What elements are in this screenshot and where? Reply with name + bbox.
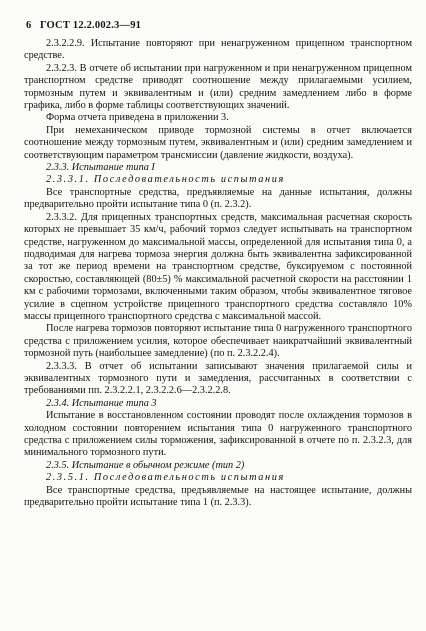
section-heading-2-3-4: 2.3.4. Испытание типа 3 (46, 397, 157, 409)
paragraph-2-3-3-2: 2.3.3.2. Для прицепных транспортных средств, максимальная расчетная скорость которых не превышает 35 км/ч, рабочий тормоз следует испытывать на транспортном средстве, нагруженном до максимальной массы, определенной для испытания типа 0, а подводимая для нагрева тормоза энергия должна быть эквивалентна зафиксированной за тот же период времени на транспортном средстве, буксируемом с постоянной скоростью, составляющей (80±5) % максимальной расчетной скорости на расстоянии 1 км с рабочими тормозами, включенными таким образом, чтобы эквивалентное тяговое усилие в сцепном устройстве прицепного транспортного средства составляло 10% массы прицепного транспортного средства с максимальной массой. (24, 211, 412, 322)
section-heading-2-3-3: 2.3.3. Испытание типа I (46, 162, 155, 174)
paragraph-2-3-3-3: 2.3.3.3. В отчет об испытании записывают значения прилагаемой силы и эквивалентных тормозного пути и замедления, рассчитанных в соответствии с требованиями пп. 2.3.2.2.1, 2.3.2.2.6—2.3.2.2.8. (24, 360, 412, 397)
paragraph-type0-prerequisite: Все транспортные средства, предъявляемые на данные испытания, должны предварительно пройти испытание типа 0 (п. 2.3.2). (24, 186, 412, 211)
paragraph-non-mechanical-drive: При немеханическом приводе тормозной системы в отчет включается соотношение между тормозным путем, эквивалентным и (или) средним замедлением и соответствующим параметром трансмиссии (давление жидкости, воздуха). (24, 124, 412, 161)
standard-code: ГОСТ 12.2.002.3—91 (39, 20, 142, 31)
paragraph-2-3-2-3: 2.3.2.3. В отчете об испытании при нагруженном и при ненагруженном прицепном транспортном средстве приводят соотношение между прилагаемыми усилием, тормозным путем и эквивалентным и (или) средним замедлением либо в форме графика, либо в форме таблицы соответствующих значений. (24, 62, 412, 112)
page-header (26, 20, 141, 31)
paragraph-after-heating: После нагрева тормозов повторяют испытание типа 0 нагруженного транспортного средства с приложением усилия, которое обеспечивает наикратчайший эквивалентный тормозной путь (наибольшее замедление) (по п. 2.3.2.2.4). (24, 323, 413, 360)
header-separator (34, 20, 37, 31)
paragraph-2-3-2-2-9: 2.3.2.2.9. Испытание повторяют при ненагруженном прицепном транспортном средстве. (24, 38, 412, 62)
page-number: 6 (26, 20, 32, 31)
paragraph-report-form: Форма отчета приведена в приложении 3. (46, 112, 229, 124)
subsection-heading-2-3-5-1: 2.3.5.1. Последовательность испытания (46, 472, 285, 484)
paragraph-type1-prerequisite: Все транспортные средства, предъявляемые на настоящее испытание, должны предварительно пройти испытание типа 1 (п. 2.3.3). (24, 484, 412, 509)
subsection-heading-2-3-3-1: 2.3.3.1. Последовательность испытания (46, 174, 285, 186)
paragraph-recovery-test: Испытание в восстановленном состоянии проводят после охлаждения тормозов в холодном состоянии повторением испытания типа 0 нагруженного транспортного средства с приложением силы торможения, зафиксированной в отчете по п. 2.3.2.3, для минимального тормозного пути. (24, 410, 412, 459)
document-body (24, 38, 412, 509)
section-heading-2-3-5: 2.3.5. Испытание в обычном режиме (тип 2) (46, 459, 245, 471)
